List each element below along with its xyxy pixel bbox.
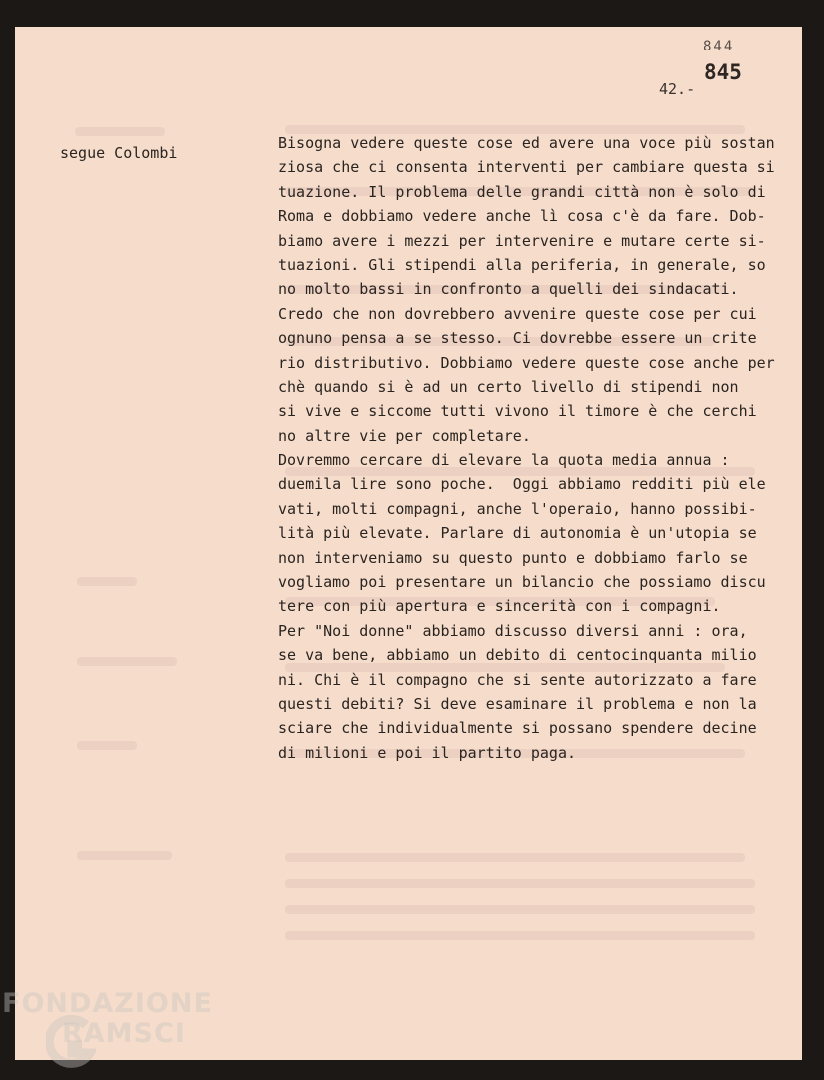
text-line: Per "Noi donne" abbiamo discusso diversi anni : ora,	[278, 621, 748, 640]
text-line: Dovremmo cercare di elevare la quota media annua :	[278, 451, 730, 470]
text-line: vogliamo poi presentare un bilancio che possiamo discu	[278, 573, 766, 592]
watermark-g-logo-icon	[46, 1015, 96, 1075]
overwritten-page-number: 844	[703, 40, 735, 50]
text-line: vati, molti compagni, anche l'operaio, hanno possibi-	[278, 499, 757, 518]
text-line: no altre vie per completare.	[278, 426, 531, 445]
text-line: duemila lire sono poche. Oggi abbiamo redditi più ele	[278, 475, 766, 494]
text-line: chè quando si è ad un certo livello di stipendi non	[278, 377, 739, 396]
text-line: ni. Chi è il compagno che si sente autorizzato a fare	[278, 670, 757, 689]
fondazione-gramsci-watermark	[2, 989, 213, 1049]
text-line: di milioni e poi il partito paga.	[278, 743, 577, 762]
watermark-line-2: RAMSCI	[62, 1018, 186, 1049]
text-line: Credo che non dovrebbero avvenire queste cose per cui	[278, 304, 757, 323]
typed-text-body	[278, 131, 798, 765]
text-line: tuazioni. Gli stipendi alla periferia, in generale, so	[278, 255, 766, 274]
text-line: non interveniamo su questo punto e dobbiamo farlo se	[278, 548, 748, 567]
text-line: tere con più apertura e sincerità con i compagni.	[278, 597, 721, 616]
text-line: se va bene, abbiamo un debito di centocinquanta milio	[278, 646, 757, 665]
text-line: tuazione. Il problema delle grandi città non è solo di	[278, 182, 766, 201]
text-line: no molto bassi in confronto a quelli dei sindacati.	[278, 280, 739, 299]
text-line: Bisogna vedere queste cose ed avere una voce più sostan	[278, 134, 775, 152]
watermark-line-1: FONDAZIONE	[2, 988, 213, 1019]
text-line: Roma e dobbiamo vedere anche lì cosa c'è da fare. Dob-	[278, 207, 766, 226]
text-line: ognuno pensa a se stesso. Ci dovrebbe essere un crite	[278, 329, 757, 348]
text-line: lità più elevate. Parlare di autonomia è un'utopia se	[278, 524, 757, 543]
document-page	[15, 27, 802, 1060]
page-number: 845	[704, 60, 742, 84]
text-line: si vive e siccome tutti vivono il timore è che cerchi	[278, 402, 757, 421]
text-line: ziosa che ci consenta interventi per cambiare questa si	[278, 158, 775, 177]
typed-page-mark: 42.-	[659, 80, 696, 98]
text-line: sciare che individualmente si possano spendere decine	[278, 719, 757, 738]
text-line: questi debiti? Si deve esaminare il problema e non la	[278, 694, 757, 713]
speaker-label: segue Colombi	[60, 144, 178, 162]
text-line: biamo avere i mezzi per intervenire e mutare certe si-	[278, 231, 766, 250]
text-line: rio distributivo. Dobbiamo vedere queste cose anche per	[278, 353, 775, 372]
